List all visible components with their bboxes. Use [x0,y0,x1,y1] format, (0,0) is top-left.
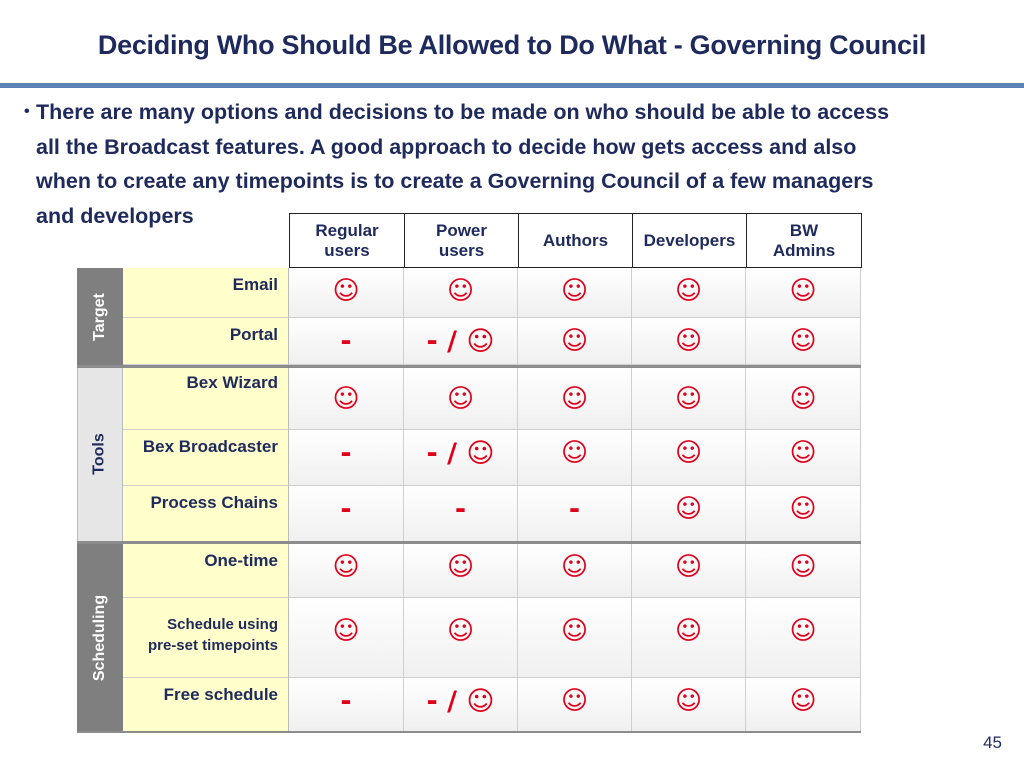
permission-cell [404,318,518,365]
column-header-line: Admins [772,240,836,260]
row-label-line: Free schedule [163,685,278,704]
group-label-text: Target [91,292,108,341]
smiley-icon: ☺ [789,616,817,646]
permission-value: - [340,494,352,525]
column-header-line: users [324,240,370,260]
permission-cell [632,678,746,732]
bullet-marker: • [24,103,30,120]
smiley-icon: ☺ [674,616,703,646]
smiley-icon: ☺ [560,276,589,306]
smiley-icon: ☺ [674,276,703,306]
bullet-line: There are many options and decisions to be made on who should be able to access [36,100,890,124]
group-separator [77,365,861,368]
group-label-scheduling [77,544,123,732]
row-label-line: Schedule using [167,616,278,633]
permission-cell [518,678,632,732]
group-label-text: Scheduling [91,594,109,682]
row-label [123,544,289,598]
permission-cell [289,366,404,430]
smiley-icon: ☺ [789,552,817,582]
column-header-line: users [438,240,485,260]
permission-cell [289,598,404,678]
smiley-icon: ☺ [560,384,589,414]
permission-cell [746,544,861,598]
permission-cell [632,486,746,542]
row-label [123,318,289,365]
permission-cell [289,486,404,542]
row-label-line: One-time [204,551,278,570]
permission-value: - [340,326,352,357]
column-header [746,213,862,268]
row-label-line: Email [232,275,278,294]
permission-cell [518,318,632,365]
permission-cell [404,486,518,542]
row-label [123,268,289,318]
smiley-icon: ☺ [789,384,817,414]
column-header [632,213,747,268]
permission-value: - [454,494,467,525]
row-label-line: Process Chains [150,493,278,512]
permission-cell [746,486,861,542]
bullet-line: all the Broadcast features. A good approach to decide how gets access and also [36,134,857,159]
permission-cell [632,268,746,318]
group-separator [77,541,861,544]
column-header-line: Regular [315,220,379,240]
group-label-tools [77,366,123,542]
slide-title: Deciding Who Should Be Allowed to Do What - Governing Council [97,30,927,60]
smiley-icon: ☺ [560,616,589,646]
row-label [123,430,289,486]
group-label-text: Tools [90,433,108,475]
permission-cell [518,598,632,678]
smiley-icon: ☺ [674,494,703,524]
column-header [289,213,405,268]
permission-cell [289,678,404,732]
smiley-icon: ☺ [446,616,475,646]
smiley-icon: ☺ [789,276,817,306]
permission-cell [289,430,404,486]
permission-cell [746,598,861,678]
permission-cell [632,430,746,486]
permission-value: - / ☺ [426,326,495,357]
permission-cell [746,430,861,486]
group-label-target [77,268,123,365]
permission-cell [632,544,746,598]
smiley-icon: ☺ [674,552,703,582]
smiley-icon: ☺ [446,384,475,414]
column-header-line: BW [789,220,819,240]
permission-value: - / ☺ [426,438,495,469]
permission-cell [518,268,632,318]
row-label [123,366,289,430]
column-header-line: Power [435,220,488,240]
smiley-icon: ☺ [674,326,703,356]
row-label-line: pre-set timepoints [147,637,278,654]
permission-cell [746,268,861,318]
smiley-icon: ☺ [560,686,589,716]
permission-cell [632,598,746,678]
row-label-line: Portal [229,325,278,344]
permission-cell [518,486,632,542]
row-label [123,598,289,678]
permission-cell [746,366,861,430]
permission-cell [404,678,518,732]
smiley-icon: ☺ [446,552,475,582]
smiley-icon: ☺ [332,384,360,414]
permission-cell [289,318,404,365]
bullet-line: and developers [36,203,194,228]
column-header [518,213,633,268]
permission-cell [404,544,518,598]
permission-cell [289,544,404,598]
column-header-line: Authors [542,230,609,250]
permission-cell [404,366,518,430]
bullet-line: when to create any timepoints is to create a Governing Council of a few managers [36,169,874,193]
smiley-icon: ☺ [560,438,589,468]
permission-cell [632,318,746,365]
smiley-icon: ☺ [332,552,360,582]
column-header [404,213,519,268]
permission-cell [632,366,746,430]
smiley-icon: ☺ [789,438,817,468]
permission-cell [746,678,861,732]
smiley-icon: ☺ [674,686,703,716]
smiley-icon: ☺ [789,326,817,356]
smiley-icon: ☺ [674,384,703,414]
smiley-icon: ☺ [560,552,589,582]
title-rule [0,83,1024,88]
permission-value: - / ☺ [426,686,495,717]
smiley-icon: ☺ [674,438,703,468]
table-bottom-border [77,731,861,733]
smiley-icon: ☺ [332,616,360,646]
row-label-line: Bex Wizard [186,373,278,392]
page-number: 45 [983,733,1002,752]
permission-cell [518,430,632,486]
column-header-line: Developers [643,230,736,250]
permission-cell [404,598,518,678]
permission-value: - [340,438,352,469]
permission-value: - [340,686,352,717]
smiley-icon: ☺ [446,276,475,306]
permission-cell [518,544,632,598]
row-label [123,486,289,542]
smiley-icon: ☺ [332,276,360,306]
row-label-line: Bex Broadcaster [142,437,278,456]
permission-cell [404,430,518,486]
permission-value: - [568,494,581,525]
permission-cell [404,268,518,318]
smiley-icon: ☺ [560,326,589,356]
permission-cell [289,268,404,318]
smiley-icon: ☺ [789,494,817,524]
row-label [123,678,289,732]
permission-cell [746,318,861,365]
permission-cell [518,366,632,430]
smiley-icon: ☺ [789,686,817,716]
